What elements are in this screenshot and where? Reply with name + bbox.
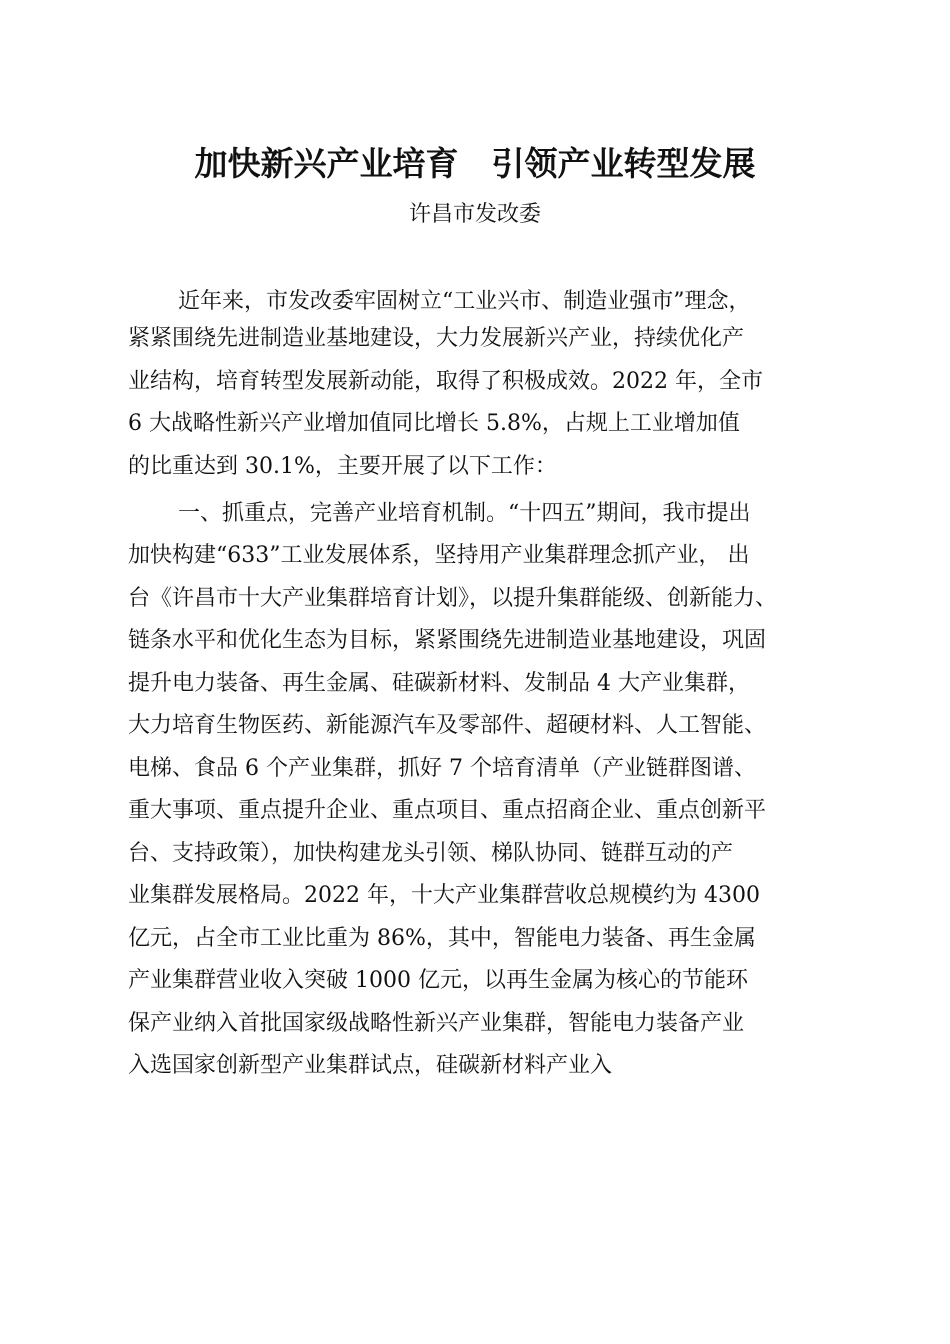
document-author: 许昌市发改委 xyxy=(408,202,541,227)
paragraph-line: 的比重达到 30.1%，主要开展了以下工作： xyxy=(128,454,557,479)
paragraph-line: 大力培育生物医药、新能源汽车及零部件、超硬材料、人工智能、 xyxy=(128,713,767,738)
paragraph-line: 台《许昌市十大产业集群培育计划》，以提升集群能级、创新能力、 xyxy=(128,586,778,611)
document-title: 加快新兴产业培育 引领产业转型发展 xyxy=(194,144,756,183)
paragraph-line: 加快构建“633”工业发展体系，坚持用产业集群理念抓产业， 出 xyxy=(128,543,750,568)
paragraph-line: 紧紧围绕先进制造业基地建设，大力发展新兴产业，持续优化产 xyxy=(128,326,745,351)
paragraph-line: 一、抓重点，完善产业培育机制。“十四五”期间，我市提出 xyxy=(178,501,751,526)
paragraph-line: 链条水平和优化生态为目标，紧紧围绕先进制造业基地建设，巩固 xyxy=(128,628,767,653)
paragraph-line: 保产业纳入首批国家级战略性新兴产业集群，智能电力装备产业 xyxy=(128,1011,745,1036)
paragraph-line: 重大事项、重点提升企业、重点项目、重点招商企业、重点创新平 xyxy=(128,798,767,823)
paragraph-line: 入选国家创新型产业集群试点，硅碳新材料产业入 xyxy=(128,1053,613,1078)
paragraph-line: 产业集群营业收入突破 1000 亿元，以再生金属为核心的节能环 xyxy=(128,968,748,993)
paragraph-line: 6 大战略性新兴产业增加值同比增长 5.8%，占规上工业增加值 xyxy=(128,411,740,436)
paragraph-line: 电梯、食品 6 个产业集群，抓好 7 个培育清单（产业链群图谱、 xyxy=(128,756,756,781)
paragraph-line: 近年来，市发改委牢固树立“工业兴市、制造业强市”理念， xyxy=(178,289,751,314)
paragraph-line: 提升电力装备、再生金属、硅碳新材料、发制品 4 大产业集群， xyxy=(128,671,750,696)
paragraph-line: 亿元，占全市工业比重为 86%，其中，智能电力装备、再生金属 xyxy=(128,926,756,951)
paragraph-line: 业集群发展格局。2022 年，十大产业集群营收总规模约为 4300 xyxy=(128,883,760,908)
paragraph-line: 业结构，培育转型发展新动能，取得了积极成效。2022 年，全市 xyxy=(128,369,763,394)
paragraph-line: 台、支持政策），加快构建龙头引领、梯队协同、链群互动的产 xyxy=(128,841,734,866)
